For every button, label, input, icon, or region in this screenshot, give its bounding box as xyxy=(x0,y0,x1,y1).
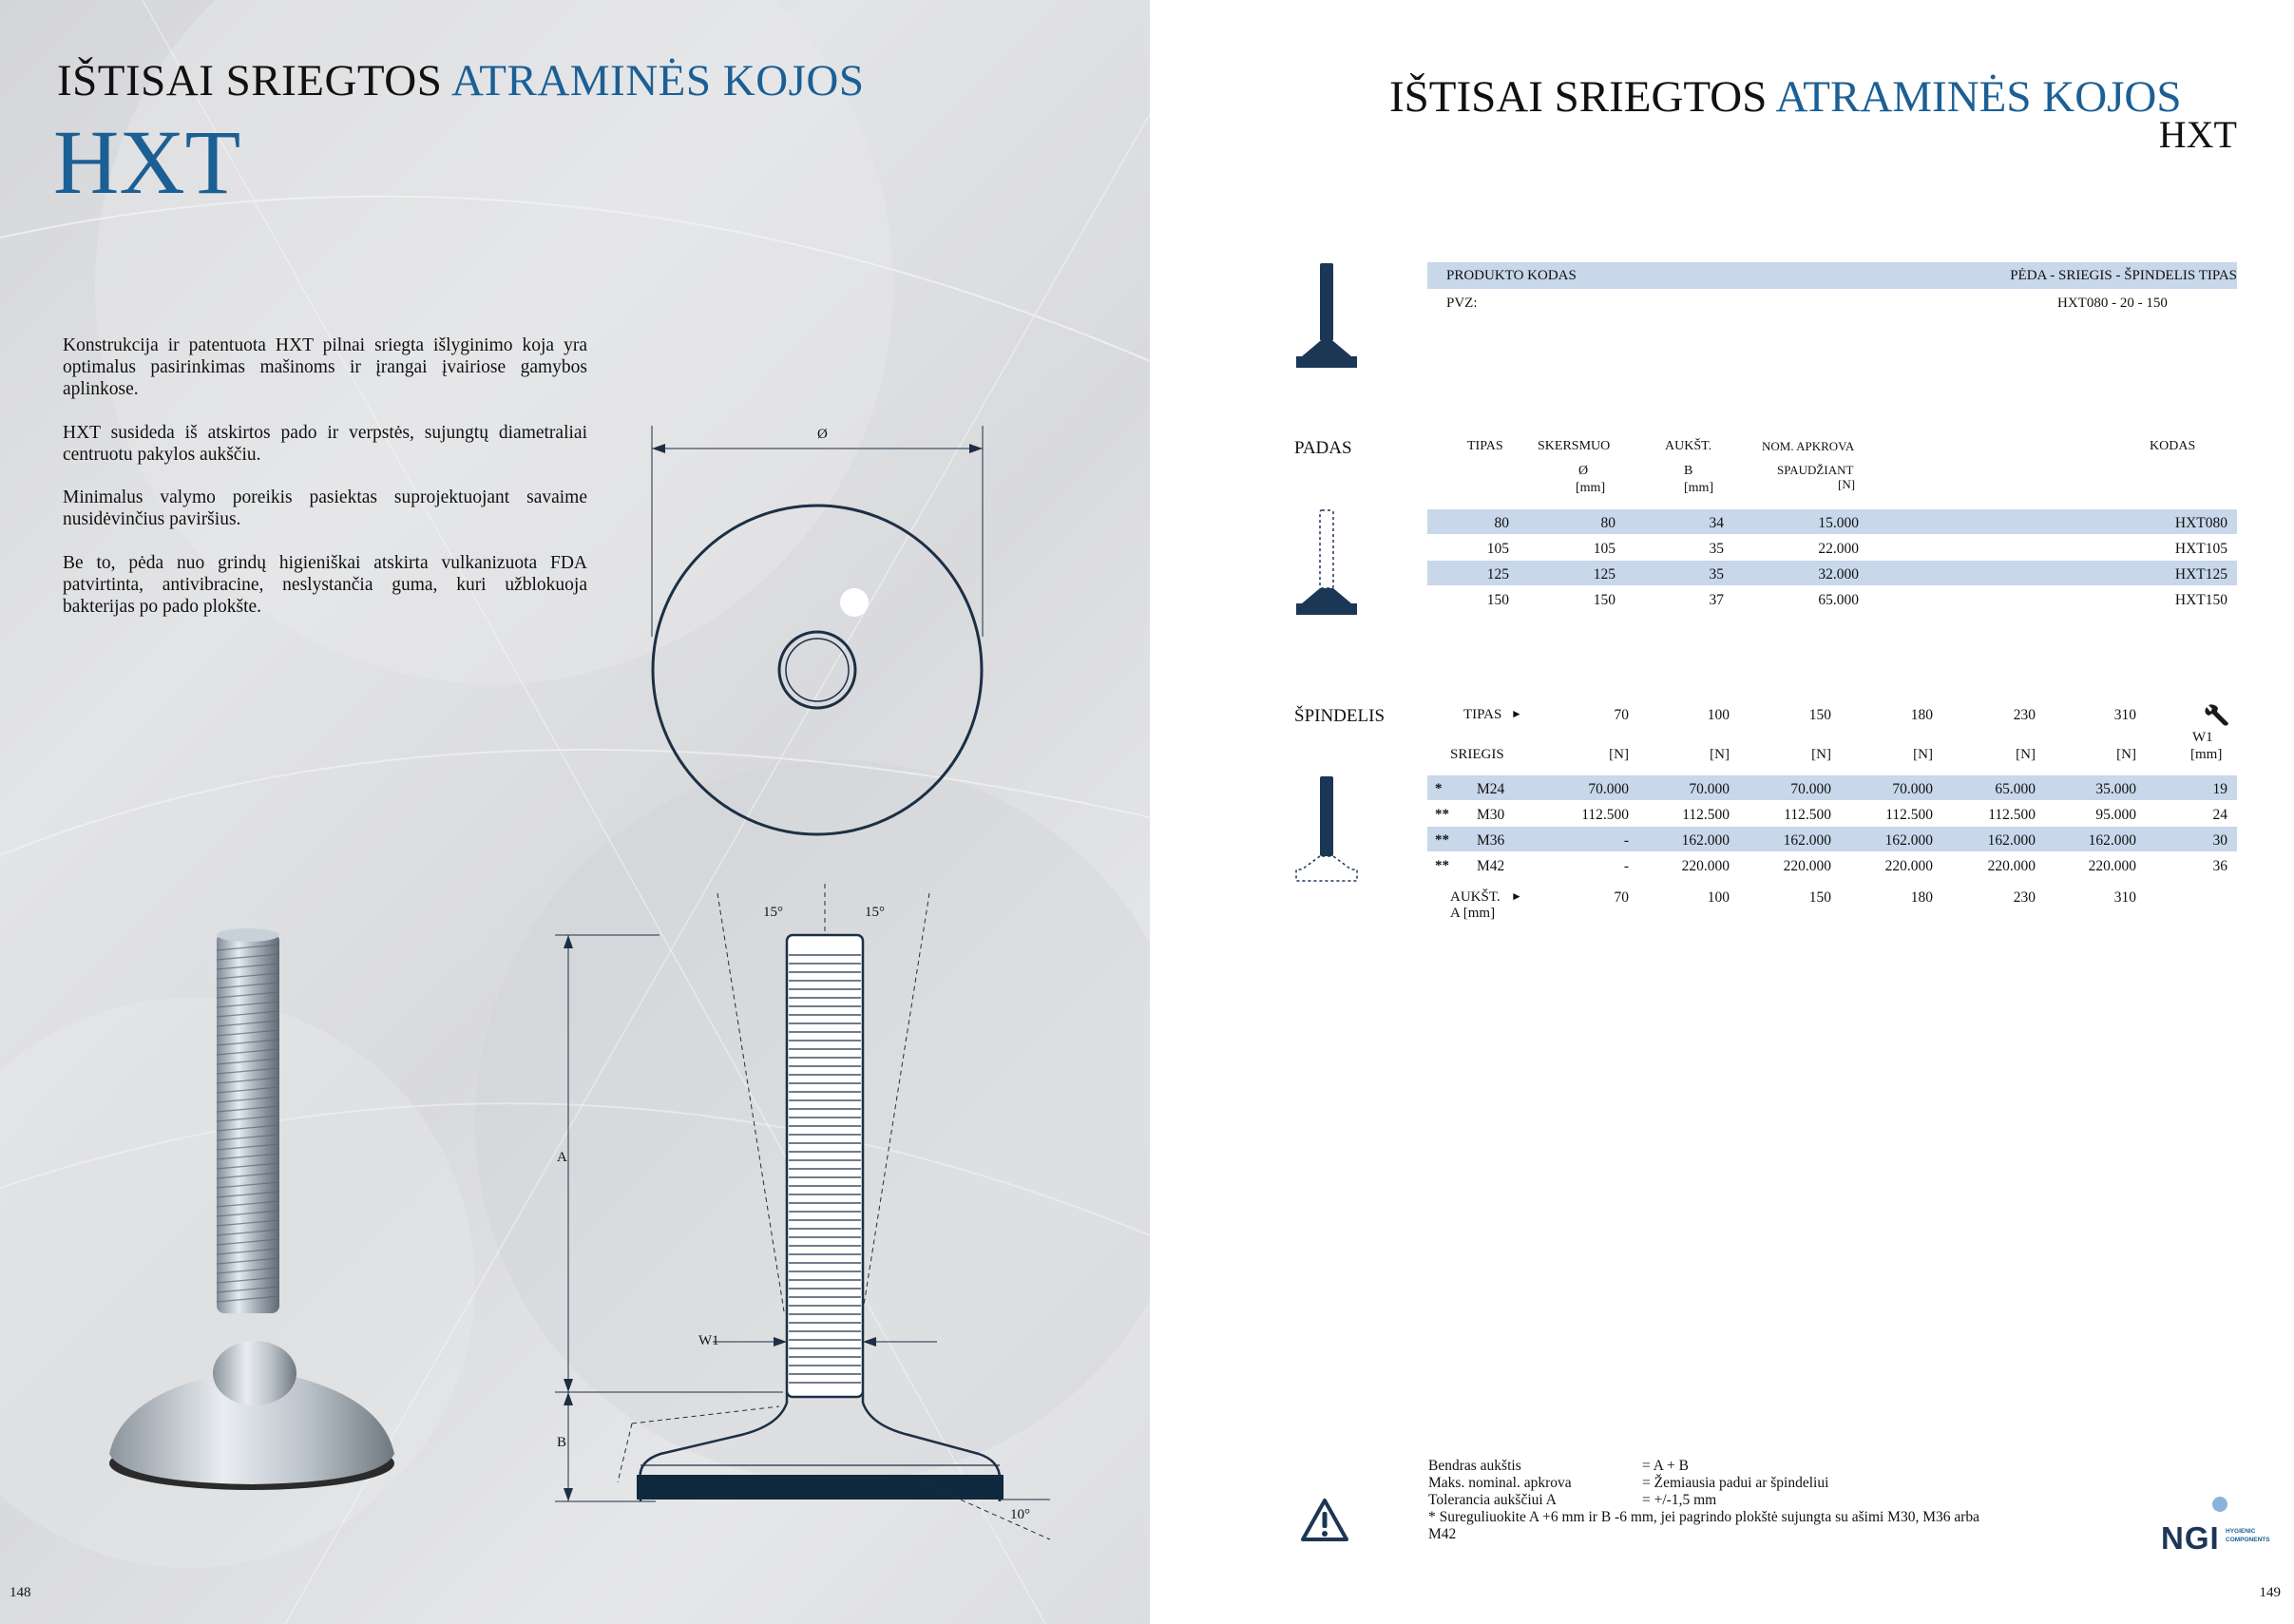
load-cell: 220.000 xyxy=(1783,858,1831,874)
padas-cell: 32.000 xyxy=(1818,566,1859,583)
load-cell: 220.000 xyxy=(1987,858,2036,874)
code-structure: PĖDA - SRIEGIS - ŠPINDELIS TIPAS xyxy=(2010,268,2237,283)
padas-cell: HXT150 xyxy=(2174,592,2227,608)
example-label: PVZ: xyxy=(1446,296,1478,311)
padas-load-sub: SPAUDŽIANT xyxy=(1777,463,1854,477)
load-cell: 70.000 xyxy=(1689,781,1730,797)
note-value: = Žemiausia padui ar špindeliui xyxy=(1642,1475,1829,1491)
load-cell: 112.500 xyxy=(1885,807,1933,823)
load-cell: 35.000 xyxy=(2095,781,2136,797)
padas-cell: 35 xyxy=(1709,566,1724,583)
angle-right-label: 15° xyxy=(865,905,885,920)
description-paragraph: Konstrukcija ir patentuota HXT pilnai sriegta išlyginimo koja yra optimalus pasirinkimas mašinoms ir įrangai įvairiose gamybos aplinkose. xyxy=(63,335,587,399)
unit-label: [N] xyxy=(2016,747,2036,762)
top-view-drawing xyxy=(646,418,998,855)
title-accent: ATRAMINĖS KOJOS xyxy=(1775,72,2182,122)
padas-header-skersmuo: SKERSMUO xyxy=(1538,439,1611,453)
dimension-b-label: B xyxy=(557,1435,567,1450)
thread-size: M36 xyxy=(1477,832,1505,849)
padas-diameter-unit: [mm] xyxy=(1576,481,1606,495)
load-cell: 95.000 xyxy=(2095,807,2136,823)
description-paragraph: HXT susideda iš atskirtos pado ir verpstės, sujungtų diametraliai centruotu pakylos aukščiu. xyxy=(63,423,587,465)
height-cell: 100 xyxy=(1707,889,1730,906)
padas-cell: 22.000 xyxy=(1818,541,1859,557)
unit-label: [N] xyxy=(1811,747,1831,762)
padas-cell: 65.000 xyxy=(1818,592,1859,608)
spindelis-title: ŠPINDELIS xyxy=(1294,706,1386,726)
w1-cell: 36 xyxy=(2212,858,2227,874)
model-subtitle: HXT xyxy=(2158,113,2237,156)
w1-label: W1 xyxy=(698,1333,719,1348)
spindle-icon xyxy=(1292,774,1361,884)
load-cell: 65.000 xyxy=(1995,781,2036,797)
height-cell: 70 xyxy=(1614,889,1629,906)
unit-label: [N] xyxy=(1609,747,1629,762)
load-cell: 162.000 xyxy=(1987,832,2036,849)
height-cell: 230 xyxy=(2013,889,2036,906)
w1-unit: [mm] xyxy=(2190,747,2223,762)
spindelis-type: 310 xyxy=(2113,707,2136,723)
w1-header: W1 xyxy=(2192,730,2213,745)
load-cell: 112.500 xyxy=(1784,807,1831,823)
padas-title: PADAS xyxy=(1294,438,1352,458)
load-cell: 220.000 xyxy=(1884,858,1933,874)
logo-sub-2: COMPONENTS xyxy=(2226,1537,2270,1543)
padas-header-tipas: TIPAS xyxy=(1467,439,1503,453)
warning-icon xyxy=(1300,1497,1349,1544)
padas-cell: 15.000 xyxy=(1818,515,1859,531)
padas-cell: 34 xyxy=(1709,515,1724,531)
padas-cell: 150 xyxy=(1593,592,1615,608)
padas-height-unit: [mm] xyxy=(1684,481,1714,495)
padas-cell: 80 xyxy=(1494,515,1509,531)
load-cell: 112.500 xyxy=(1682,807,1730,823)
note-value: = +/-1,5 mm xyxy=(1642,1492,1717,1508)
height-cell: 150 xyxy=(1808,889,1831,906)
example-value: HXT080 - 20 - 150 xyxy=(2057,296,2168,311)
page-title: IŠTISAI SRIEGTOS ATRAMINĖS KOJOS xyxy=(1389,72,2182,122)
angle-left-label: 15° xyxy=(763,905,783,920)
product-code-label: PRODUKTO KODAS xyxy=(1446,268,1577,283)
padas-cell: 125 xyxy=(1593,566,1615,583)
padas-cell: 105 xyxy=(1486,541,1509,557)
padas-cell: 35 xyxy=(1709,541,1724,557)
note-value: = A + B xyxy=(1642,1458,1689,1474)
padas-cell: 105 xyxy=(1593,541,1615,557)
w1-cell: 19 xyxy=(2212,781,2227,797)
padas-cell: 80 xyxy=(1600,515,1615,531)
product-photo xyxy=(105,922,409,1501)
model-title: HXT xyxy=(53,111,241,213)
load-cell: - xyxy=(1623,832,1629,849)
footnote: * Sureguliuokite A +6 mm ir B -6 mm, jei pagrindo plokštė sujungta su ašimi M30, M36 arba xyxy=(1428,1509,1980,1525)
padas-header-kodas: KODAS xyxy=(2150,439,2196,453)
load-cell: 162.000 xyxy=(1783,832,1831,849)
padas-cell: HXT125 xyxy=(2174,566,2227,583)
height-cell: 180 xyxy=(1910,889,1933,906)
side-view-drawing xyxy=(542,874,1055,1558)
spindelis-tipas-label: TIPAS xyxy=(1463,707,1502,722)
spindelis-type: 180 xyxy=(1910,707,1933,723)
padas-cell: HXT105 xyxy=(2174,541,2227,557)
dimension-a-label: A xyxy=(557,1150,567,1165)
load-cell: 220.000 xyxy=(2088,858,2136,874)
load-cell: 112.500 xyxy=(1581,807,1629,823)
load-cell: 70.000 xyxy=(1790,781,1831,797)
load-cell: 70.000 xyxy=(1892,781,1933,797)
spindelis-type: 230 xyxy=(2013,707,2036,723)
sriegis-label: SRIEGIS xyxy=(1450,747,1504,762)
w1-cell: 30 xyxy=(2212,832,2227,849)
padas-height-symbol: B xyxy=(1684,464,1693,478)
logo-sub-1: HYGIENIC xyxy=(2226,1528,2256,1535)
load-cell: 112.500 xyxy=(1988,807,2036,823)
footnote-continued: M42 xyxy=(1428,1526,1457,1542)
footnote-mark: ** xyxy=(1435,858,1449,873)
load-cell: 220.000 xyxy=(1681,858,1730,874)
note-label: Tolerancia aukščiui A xyxy=(1428,1492,1557,1508)
page-number: 149 xyxy=(2259,1585,2281,1600)
padas-header-apkrova: NOM. APKROVA xyxy=(1762,439,1855,453)
height-label-2: A [mm] xyxy=(1450,906,1496,921)
arrow-icon: ► xyxy=(1511,707,1522,720)
footnote-mark: * xyxy=(1435,781,1443,796)
load-cell: 70.000 xyxy=(1588,781,1629,797)
padas-header-aukst: AUKŠT. xyxy=(1665,439,1712,453)
note-label: Maks. nominal. apkrova xyxy=(1428,1475,1572,1491)
load-cell: 162.000 xyxy=(1884,832,1933,849)
w1-cell: 24 xyxy=(2212,807,2227,823)
arrow-icon: ► xyxy=(1511,889,1522,903)
padas-cell: HXT080 xyxy=(2174,515,2227,531)
load-cell: 162.000 xyxy=(2088,832,2136,849)
ngi-logo xyxy=(2161,1494,2270,1560)
product-icon xyxy=(1292,261,1361,371)
thread-size: M30 xyxy=(1477,807,1505,823)
title-accent: ATRAMINĖS KOJOS xyxy=(451,56,865,105)
wrench-icon xyxy=(2203,703,2231,728)
height-cell: 310 xyxy=(2113,889,2136,906)
padas-cell: 37 xyxy=(1709,592,1724,608)
note-label: Bendras aukštis xyxy=(1428,1458,1521,1474)
right-page xyxy=(1150,0,2294,1624)
spindelis-type: 100 xyxy=(1707,707,1730,723)
logo-text: NGI xyxy=(2161,1520,2220,1556)
base-icon xyxy=(1292,508,1361,618)
load-cell: 162.000 xyxy=(1681,832,1730,849)
description-paragraph: Minimalus valymo poreikis pasiektas suprojektuojant savaime nusidėvinčius paviršius. xyxy=(63,487,587,529)
unit-label: [N] xyxy=(1913,747,1933,762)
padas-load-unit: [N] xyxy=(1838,477,1856,491)
unit-label: [N] xyxy=(1710,747,1730,762)
description-paragraph: Be to, pėda nuo grindų higieniškai atskirta vulkanizuota FDA patvirtinta, antivibracine, neslystančia guma, kuri užblokuoja bakterijas po pado plokšte. xyxy=(63,553,587,617)
padas-cell: 150 xyxy=(1486,592,1509,608)
padas-cell: 125 xyxy=(1486,566,1509,583)
diameter-label: Ø xyxy=(817,427,828,442)
page-number: 148 xyxy=(10,1585,31,1600)
spindelis-type: 150 xyxy=(1808,707,1831,723)
height-label-1: AUKŠT. xyxy=(1450,889,1501,905)
page-title: IŠTISAI SRIEGTOS ATRAMINĖS KOJOS xyxy=(57,56,865,105)
footnote-mark: ** xyxy=(1435,832,1449,848)
footnote-mark: ** xyxy=(1435,807,1449,822)
padas-diameter-symbol: Ø xyxy=(1578,464,1589,478)
angle-bottom-label: 10° xyxy=(1010,1507,1030,1522)
thread-size: M24 xyxy=(1477,781,1505,797)
thread-size: M42 xyxy=(1477,858,1505,874)
unit-label: [N] xyxy=(2116,747,2136,762)
load-cell: - xyxy=(1623,858,1629,874)
spindelis-type: 70 xyxy=(1614,707,1629,723)
